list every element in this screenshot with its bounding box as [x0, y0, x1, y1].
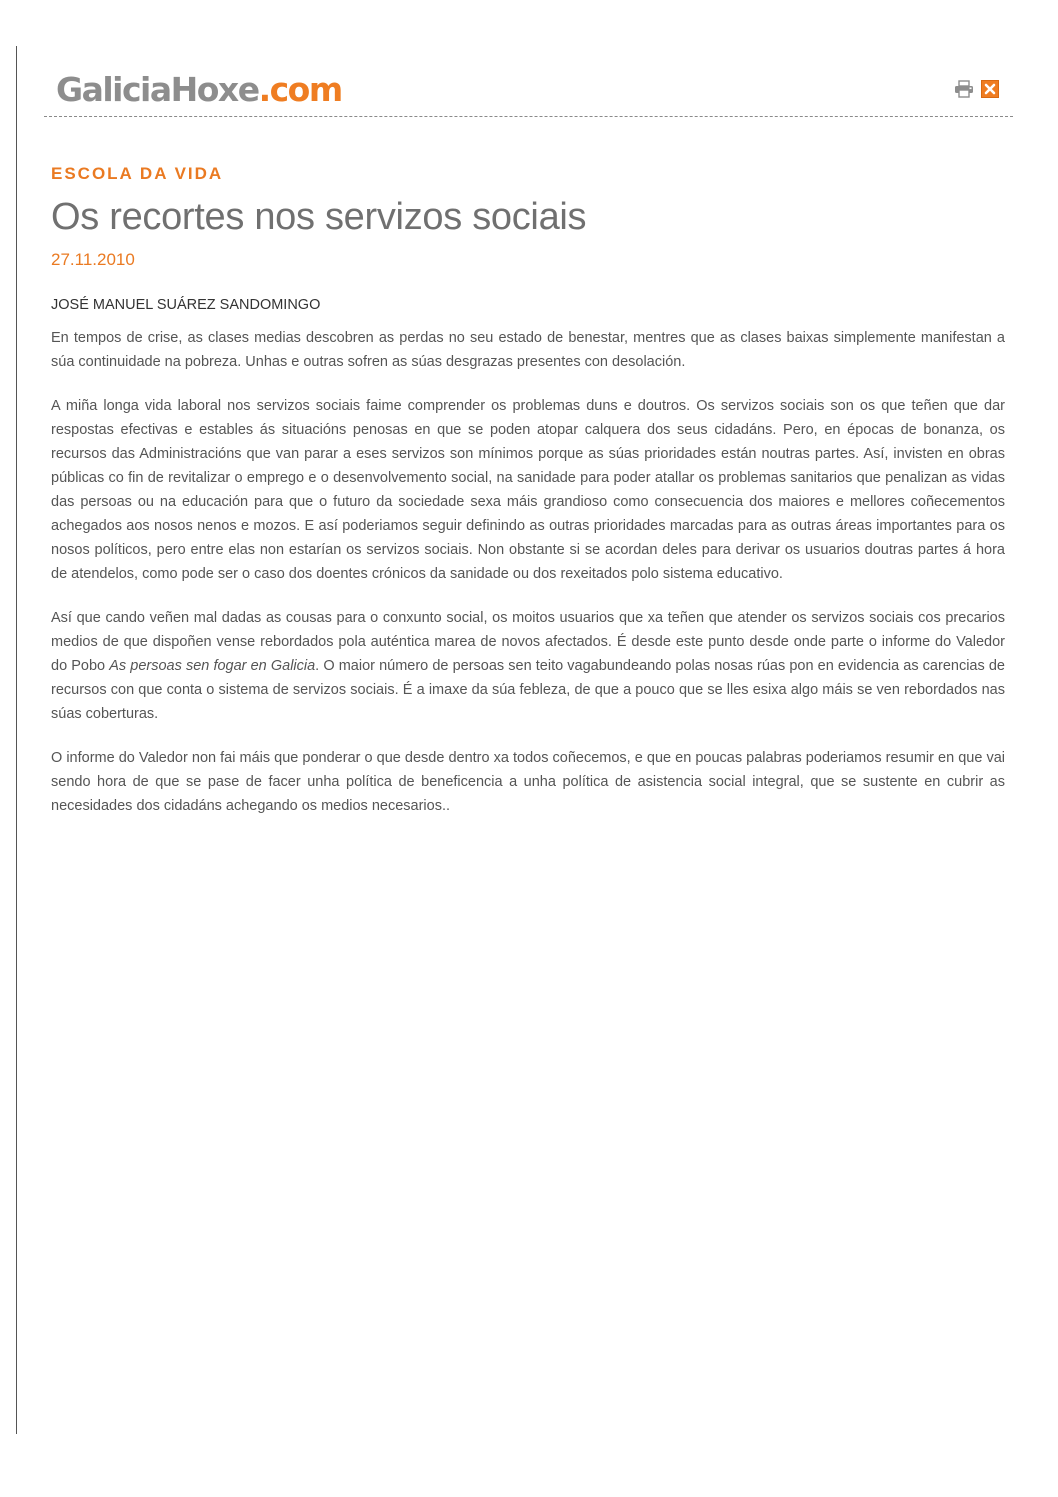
paragraph-3-text-start: Así que cando veñen mal dadas as cousas para o conxunto social, os moitos usuarios que xa teñen que atender os servizos sociais cos precarios medios de que dispoñen vense rebordados pola auténtica marea de novos afectados. É desde este punto desde onde parte o informe do Valedor do Pobo — [51, 610, 1005, 674]
paragraph-3-text-end: . O maior número de persoas sen teito vagabundeando polas nosas rúas pon en evidencia as carencias de recursos con que conta o sistema de servizos sociais. É a imaxe da súa febleza, de que a pouco que se lles esixa algo máis se ven rebordados nas súas coberturas. — [51, 658, 1005, 722]
report-title-italic: As persoas sen fogar en Galicia — [109, 658, 316, 674]
printer-icon — [954, 80, 974, 98]
site-header — [44, 64, 1013, 117]
page-left-rule — [16, 46, 17, 1434]
article-paragraph-3 — [51, 606, 1005, 726]
close-button[interactable] — [979, 79, 1001, 99]
section-label: ESCOLA DA VIDA — [51, 164, 224, 183]
article-title: Os recortes nos servizos sociais — [51, 196, 587, 238]
article — [51, 160, 1005, 818]
article-paragraph-2: A miña longa vida laboral nos servizos sociais faime comprender os problemas duns e doutros. Os servizos sociais son os que teñen que dar respostas efectivas e estables ás situacións penosas en que se poden atopar calquera dos seus cidadáns. Pero, en épocas de bonanza, os recursos das Administracións que van parar a eses servizos son mínimos porque as súas prioridades están noutras partes. Así, invisten en obras públicas co fin de revitalizar o emprego e o desenvolvemento social, na sanidade para poder atallar os problemas sanitarios que penalizan as vidas das persoas ou na educación para que o futuro da sociedade sexa máis grandioso como consecuencia dos maiores e mellores coñecementos achegados aos nosos nenos e mozos. E así poderiamos seguir definindo as outras prioridades marcadas para as outras áreas importantes para os nosos políticos, pero entre elas non estarían os servizos sociais. Non obstante si se acordan deles para derivar os usuarios doutras partes á hora de atendelos, como pode ser o caso dos doentes crónicos da sanidade ou dos rexeitados polo sistema educativo. — [51, 398, 1005, 582]
site-logo[interactable] — [56, 70, 342, 110]
article-author: JOSÉ MANUEL SUÁREZ SANDOMINGO — [51, 297, 321, 313]
close-icon — [981, 80, 999, 98]
article-date: 27.11.2010 — [51, 250, 135, 269]
print-button[interactable] — [953, 79, 975, 99]
logo-tld-text: .com — [258, 70, 342, 109]
article-paragraph-1: En tempos de crise, as clases medias descobren as perdas no seu estado de benestar, mentres que as clases baixas simplemente manifestan a súa continuidade na pobreza. Unhas e outras sofren as súas desgrazas presentes con desolación. — [51, 330, 1005, 370]
logo-main-text: GaliciaHoxe — [56, 70, 259, 109]
article-paragraph-4: O informe do Valedor non fai máis que ponderar o que desde dentro xa todos coñecemos, e que en poucas palabras poderiamos resumir en que vai sendo hora de que se pase de facer unha política de beneficencia a unha política de asistencia social integral, que se sustente en cubrir as necesidades dos cidadáns achegando os medios necesarios.. — [51, 750, 1005, 814]
article-tools — [953, 79, 1001, 99]
